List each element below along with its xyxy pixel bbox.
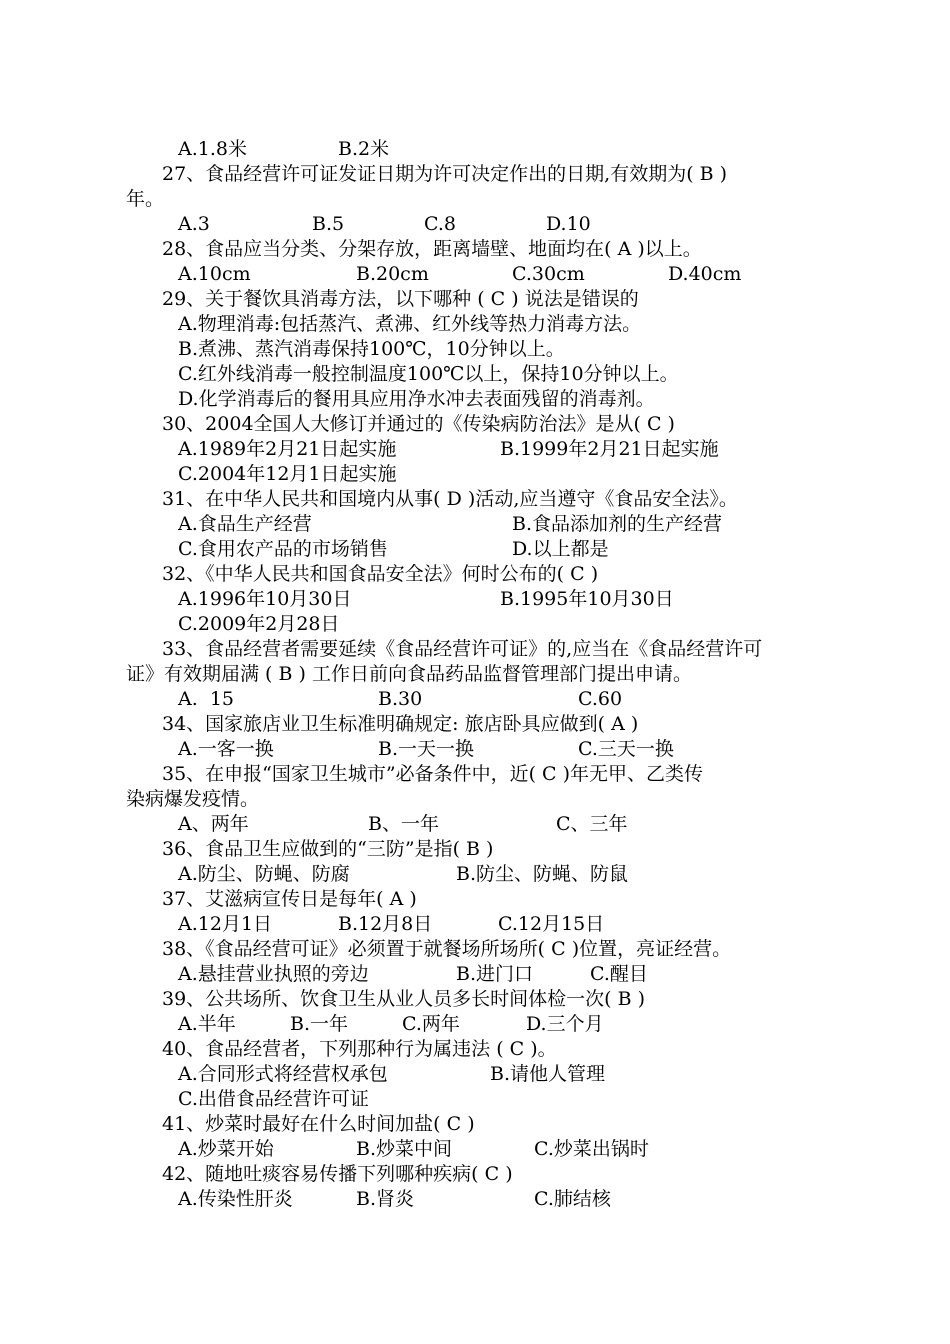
option-text: C.12月15日 — [498, 913, 605, 935]
option-row — [126, 587, 836, 612]
option-text: B.30 — [378, 688, 423, 710]
option-row — [126, 537, 836, 562]
option-row — [126, 512, 836, 537]
option-text: B.20cm — [356, 263, 429, 285]
option-row — [126, 1062, 836, 1087]
option-text: C、三年 — [556, 813, 628, 835]
question-text: 27、食品经营许可证发证日期为许可决定作出的日期,有效期为( B ) — [162, 163, 728, 185]
option-row — [126, 962, 836, 987]
option-text: C.出借食品经营许可证 — [178, 1088, 369, 1110]
option-text: D.化学消毒后的餐用具应用净水冲去表面残留的消毒剂。 — [178, 388, 655, 410]
option-text: B.进门口 — [456, 963, 534, 985]
option-text: A.10cm — [178, 263, 251, 285]
option-text: C.醒目 — [590, 963, 648, 985]
option-text: D.以上都是 — [512, 538, 609, 560]
question-continuation: 年。 — [126, 188, 165, 210]
question-text: 40、食品经营者，下列那种行为属违法 ( C )。 — [162, 1038, 557, 1060]
option-text: C.2004年12月1日起实施 — [178, 463, 397, 485]
option-row — [126, 1012, 836, 1037]
option-row — [126, 812, 836, 837]
option-text: C.两年 — [402, 1013, 460, 1035]
option-text: A.1996年10月30日 — [178, 588, 352, 610]
option-text: C.食用农产品的市场销售 — [178, 538, 388, 560]
question-continuation: 证》有效期届满 ( B ) 工作日前向食品药品监督管理部门提出申请。 — [126, 663, 692, 685]
option-text: B.防尘、防蝇、防鼠 — [456, 863, 629, 885]
option-row — [126, 862, 836, 887]
question-text: 39、公共场所、饮食卫生从业人员多长时间体检一次( B ) — [162, 988, 646, 1010]
option-text: A.一客一换 — [178, 738, 274, 760]
option-text: A.1989年2月21日起实施 — [178, 438, 397, 460]
question-text: 42、随地吐痰容易传播下列哪种疾病( C ) — [162, 1163, 513, 1185]
option-text: A.合同形式将经营权承包 — [178, 1063, 388, 1085]
option-row — [126, 687, 836, 712]
question-text: 29、关于餐饮具消毒方法，以下哪种 ( C ) 说法是错误的 — [162, 288, 639, 310]
option-row — [126, 1137, 836, 1162]
option-row — [126, 437, 836, 462]
option-text: A.防尘、防蝇、防腐 — [178, 863, 350, 885]
option-row — [126, 137, 836, 162]
option-text: B.一年 — [290, 1013, 349, 1035]
option-text: C.炒菜出锅时 — [534, 1138, 649, 1160]
option-text: A.炒菜开始 — [178, 1138, 274, 1160]
option-text: C.2009年2月28日 — [178, 613, 340, 635]
question-text: 33、食品经营者需要延续《食品经营许可证》的,应当在《食品经营许可 — [162, 638, 763, 660]
option-text: A.半年 — [178, 1013, 236, 1035]
option-text: B.12月8日 — [338, 913, 433, 935]
option-text: B.1999年2月21日起实施 — [500, 438, 719, 460]
option-text: B.食品添加剂的生产经营 — [512, 513, 723, 535]
option-row — [126, 262, 836, 287]
question-text: 31、在中华人民共和国境内从事( D )活动,应当遵守《食品安全法》。 — [162, 488, 738, 510]
question-text: 34、国家旅店业卫生标准明确规定: 旅店卧具应做到( A ) — [162, 713, 639, 735]
question-text: 32、《中华人民共和国食品安全法》何时公布的( C ) — [162, 563, 599, 585]
question-text: 38、《食品经营可证》必须置于就餐场所场所( C )位置，亮证经营。 — [162, 938, 732, 960]
option-text: B.一天一换 — [378, 738, 475, 760]
question-text: 41、炒菜时最好在什么时间加盐( C ) — [162, 1113, 475, 1135]
option-text: C.60 — [578, 688, 623, 710]
option-row — [126, 912, 836, 937]
option-text: C.肺结核 — [534, 1188, 611, 1210]
option-text: B.炒菜中间 — [356, 1138, 453, 1160]
option-text: A.传染性肝炎 — [178, 1188, 293, 1210]
option-text: B.5 — [312, 213, 345, 235]
option-text: C.8 — [424, 213, 456, 235]
option-text: D.40cm — [668, 263, 742, 285]
option-text: A.悬挂营业执照的旁边 — [178, 963, 369, 985]
option-text: B、一年 — [368, 813, 439, 835]
option-text: D.三个月 — [526, 1013, 604, 1035]
question-text: 36、食品卫生应做到的“三防”是指( B ) — [162, 838, 494, 860]
question-text: 35、在申报“国家卫生城市”必备条件中，近( C )年无甲、乙类传 — [162, 763, 704, 785]
option-text: B.请他人管理 — [490, 1063, 606, 1085]
question-text: 28、食品应当分类、分架存放，距离墙壁、地面均在( A )以上。 — [162, 238, 702, 260]
option-text: C.三天一换 — [578, 738, 674, 760]
option-text: B.1995年10月30日 — [500, 588, 674, 610]
option-text: A.物理消毒:包括蒸汽、煮沸、红外线等热力消毒方法。 — [178, 313, 642, 335]
option-text: A. 15 — [178, 688, 235, 710]
option-row — [126, 1187, 836, 1212]
option-text: A.食品生产经营 — [178, 513, 312, 535]
option-text: B.肾炎 — [356, 1188, 415, 1210]
question-continuation: 染病爆发疫情。 — [126, 788, 260, 810]
option-text: A、两年 — [178, 813, 249, 835]
option-text: D.10 — [546, 213, 591, 235]
option-text: C.30cm — [512, 263, 585, 285]
option-text: B.煮沸、蒸汽消毒保持100℃，10分钟以上。 — [178, 338, 565, 360]
option-row — [126, 737, 836, 762]
option-text: B.2米 — [338, 138, 390, 160]
question-list — [126, 137, 836, 1212]
option-text: A.1.8米 — [178, 138, 247, 160]
question-text: 30、2004全国人大修订并通过的《传染病防治法》是从( C ) — [162, 413, 675, 435]
question-text: 37、艾滋病宣传日是每年( A ) — [162, 888, 417, 910]
option-text: A.12月1日 — [178, 913, 273, 935]
option-row — [126, 212, 836, 237]
option-text: A.3 — [178, 213, 210, 235]
option-text: C.红外线消毒一般控制温度100℃以上，保持10分钟以上。 — [178, 363, 679, 385]
